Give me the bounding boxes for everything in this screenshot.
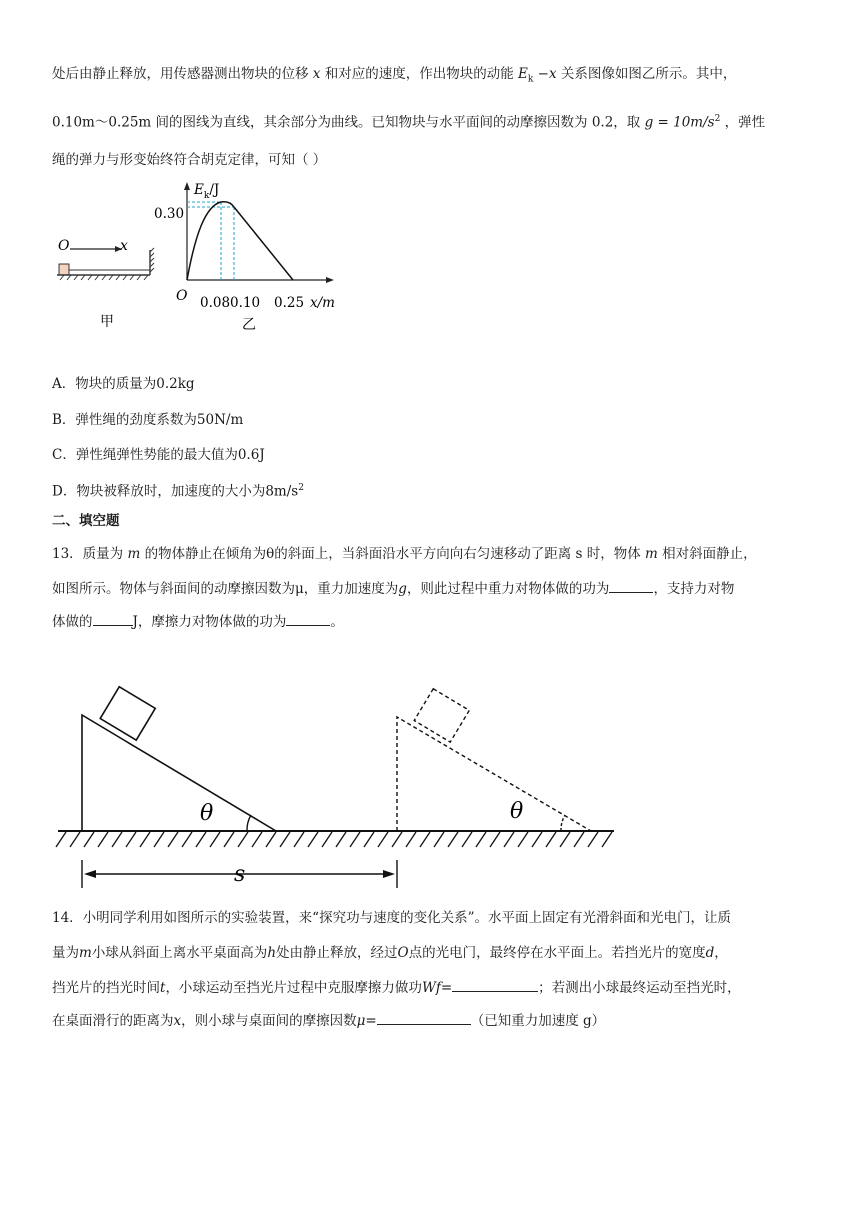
y-axis-label: $E_k/J$ — [194, 182, 220, 201]
option-text: 物块被释放时，加速度的大小为 — [76, 483, 266, 500]
s-label: s — [234, 862, 246, 887]
hatch-mark — [392, 832, 402, 847]
answer-blank-normal-work[interactable] — [93, 611, 133, 626]
var-h: h — [267, 945, 277, 961]
hatch-mark — [252, 832, 262, 847]
q13-text: 13．质量为 — [52, 546, 124, 562]
hatch-mark — [448, 832, 458, 847]
q12-text: 和对应的速度，作出物块的动能 — [324, 66, 514, 82]
option-letter: C． — [52, 447, 76, 463]
option-d — [52, 478, 304, 502]
answer-blank-friction-work[interactable] — [286, 611, 330, 626]
q14-line-4 — [52, 1010, 605, 1031]
hatch-mark — [546, 832, 556, 847]
fig-jia-origin: O — [58, 238, 70, 254]
option-letter: B． — [52, 412, 76, 428]
var-m: m — [127, 546, 141, 562]
q14-line-2 — [52, 943, 728, 963]
q14-text: ，小球运动至挡光片过程中克服摩擦力做功 — [165, 980, 422, 996]
arrow-left-icon — [84, 870, 96, 878]
hatch-mark — [378, 832, 388, 847]
hatch-mark — [504, 832, 514, 847]
theta-label-2: θ — [510, 799, 524, 824]
q13-text: J，摩擦力对物体做的功为 — [132, 614, 287, 630]
q14-text: 14．小明同学利用如图所示的实验装置，来“探究功与速度的变化关系”。水平面上固定有光滑斜面和光电门，让质 — [52, 910, 731, 926]
hatch-mark — [602, 832, 612, 847]
origin-label: O — [176, 288, 188, 304]
hatch-mark — [588, 832, 598, 847]
answer-blank-mu[interactable] — [377, 1010, 471, 1025]
q14-text: 挡光片的挡光时间 — [52, 980, 160, 996]
q14-text: 量为 — [52, 945, 79, 961]
incline-dashed — [397, 717, 591, 831]
var-d: d — [705, 945, 715, 961]
x-ticks-0.08-0.10: 0.080.10 — [200, 295, 261, 311]
hatch-mark — [322, 832, 332, 847]
hatch-mark — [84, 832, 94, 847]
var-x: x — [173, 1013, 182, 1029]
x-axis-label: x/m — [310, 295, 335, 311]
q14-text: ， — [714, 945, 728, 961]
hatch-mark — [238, 832, 248, 847]
option-value: 8m/s — [265, 483, 299, 500]
option-letter: D． — [52, 483, 77, 500]
hatch-mark — [462, 832, 472, 847]
hatch-mark — [406, 832, 416, 847]
range-value: 0.10m～0.25m — [52, 114, 152, 131]
hatch-mark — [182, 832, 192, 847]
option-b — [52, 410, 243, 430]
q13-text: ，则此过程中重力对物体做的功为 — [406, 581, 610, 597]
hatch-mark — [532, 832, 542, 847]
x-arrow-icon — [326, 277, 334, 283]
q12-line-1 — [52, 64, 736, 90]
var-minus-x: −x — [537, 66, 557, 82]
angle-arc-1 — [247, 815, 251, 831]
hatch-mark — [126, 832, 136, 847]
answer-blank-gravity-work[interactable] — [609, 578, 653, 593]
q13-text: 。 — [330, 614, 344, 630]
figure-yi-graph — [150, 176, 350, 340]
hatch-mark — [518, 832, 528, 847]
var-m: m — [645, 546, 658, 562]
var-mu: μ — [356, 1013, 366, 1029]
hatch-mark — [98, 832, 108, 847]
hatch-mark — [70, 832, 80, 847]
hatch-mark — [434, 832, 444, 847]
q12-text: ，弹性 — [724, 114, 766, 131]
angle-arc-2 — [561, 815, 565, 831]
q14-text: 点的光电门，最终停在水平面上。若挡光片的宽度 — [408, 945, 706, 961]
x-tick-0.25: 0.25 — [274, 295, 305, 311]
q13-text: 体做的 — [52, 614, 93, 630]
q13-text: 相对斜面静止， — [662, 546, 757, 562]
var-x: x — [312, 66, 321, 82]
y-arrow-icon — [184, 182, 190, 190]
g-value: g = 10m/s — [644, 114, 715, 131]
option-text: 弹性绳弹性势能的最大值为 — [75, 447, 238, 463]
hatch-mark — [140, 832, 150, 847]
hatch-mark — [196, 832, 206, 847]
q14-text: = — [365, 1013, 377, 1029]
hatch-mark — [266, 832, 276, 847]
q12-line-2 — [52, 109, 765, 133]
q12-text: 绳的弹力与形变始终符合胡克定律，可知（ ） — [52, 152, 327, 168]
hatch-mark — [364, 832, 374, 847]
hatch-mark — [476, 832, 486, 847]
option-sup: 2 — [298, 483, 304, 493]
q13-text: 的物体静止在倾角为θ的斜面上，当斜面沿水平方向向右匀速移动了距离 s 时，物体 — [144, 546, 641, 562]
hatch-mark — [168, 832, 178, 847]
option-text: 物块的质量为 — [75, 376, 157, 392]
option-text: 弹性绳的劲度系数为 — [75, 412, 197, 428]
hatch-mark — [308, 832, 318, 847]
hatch-mark — [112, 832, 122, 847]
hatch-mark — [490, 832, 500, 847]
q13-line-1 — [52, 544, 757, 564]
guide-lines — [187, 202, 234, 280]
var-ek-sub: k — [527, 74, 534, 85]
hatch-mark — [420, 832, 430, 847]
hatch-mark — [574, 832, 584, 847]
q12-text: 关系图像如图乙所示。其中， — [560, 66, 737, 82]
hatch-mark — [336, 832, 346, 847]
theta-label-1: θ — [200, 801, 214, 826]
q13-line-3 — [52, 611, 344, 632]
fig-yi-caption: 乙 — [242, 317, 256, 333]
hatch-mark — [154, 832, 164, 847]
q14-text: ；若测出小球最终运动至挡光时， — [538, 980, 741, 996]
option-letter: A． — [52, 376, 76, 392]
y-tick-0.30: 0.30 — [154, 206, 185, 222]
option-value: 50N/m — [196, 412, 244, 428]
q14-line-1 — [52, 908, 731, 928]
option-value: 0.2kg — [156, 376, 195, 392]
q14-line-3 — [52, 977, 741, 998]
q13-text: 如图所示。物体与斜面间的动摩擦因数为μ，重力加速度为 — [52, 581, 399, 597]
arrow-right-icon — [383, 870, 395, 878]
q12-text: 间的图线为直线，其余部分为曲线。已知物块与水平面间的动摩擦因数为 0.2，取 — [155, 114, 641, 131]
hatch-mark — [56, 832, 66, 847]
hatch-mark — [350, 832, 360, 847]
figure-incline — [52, 685, 622, 895]
var-wf: Wf — [421, 980, 441, 996]
hatch-mark — [294, 832, 304, 847]
q13-text: ，支持力对物 — [653, 581, 735, 597]
q14-text: 小球从斜面上离水平桌面高为 — [91, 945, 268, 961]
var-m: m — [79, 945, 92, 961]
q14-text: （已知重力加速度 g） — [470, 1013, 606, 1029]
g-sup: 2 — [714, 114, 721, 124]
var-o: O — [397, 945, 409, 961]
block-solid — [100, 687, 155, 740]
fig-jia-ground-hatch — [60, 275, 148, 280]
option-value: 0.6J — [237, 447, 265, 463]
fig-jia-x-label: x — [120, 238, 128, 254]
block-dashed — [414, 689, 469, 742]
q14-text: 处由静止释放，经过 — [276, 945, 398, 961]
q13-line-2 — [52, 578, 734, 599]
hatch-mark — [224, 832, 234, 847]
fig-jia-block — [59, 264, 69, 275]
hatch-mark — [280, 832, 290, 847]
var-t: t — [160, 980, 166, 996]
fig-jia-caption: 甲 — [100, 314, 114, 330]
section-title: 二、填空题 — [52, 513, 120, 529]
ek-curve — [187, 202, 293, 280]
hatch-mark — [560, 832, 570, 847]
option-a — [52, 374, 195, 394]
hatch-mark — [210, 832, 220, 847]
var-ek: E — [518, 66, 528, 82]
q14-text: = — [440, 980, 453, 996]
incline-solid — [82, 715, 276, 831]
q12-line-3 — [52, 150, 326, 170]
answer-blank-wf[interactable] — [452, 977, 538, 992]
ground-hatch — [56, 832, 612, 847]
var-g: g — [398, 581, 407, 597]
option-c — [52, 445, 265, 465]
q14-text: ，则小球与桌面间的摩擦因数 — [181, 1013, 357, 1029]
q14-text: 在桌面滑行的距离为 — [52, 1013, 174, 1029]
q12-text: 处后由静止释放，用传感器测出物块的位移 — [52, 66, 309, 82]
